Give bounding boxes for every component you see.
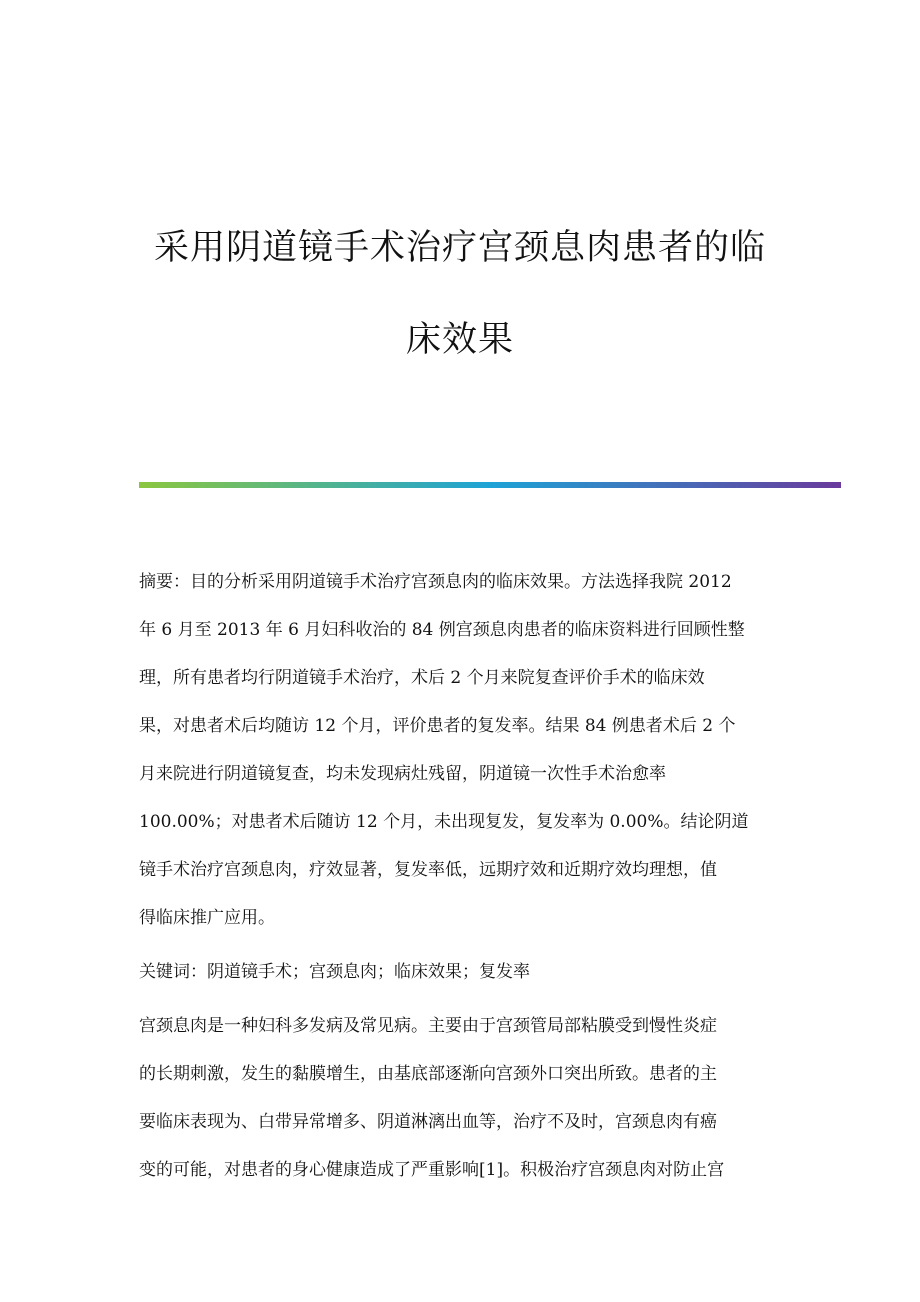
- intro-line: 变的可能，对患者的身心健康造成了严重影响[1]。积极治疗宫颈息肉对防止宫: [139, 1160, 725, 1180]
- abstract-line: 年 6 月至 2013 年 6 月妇科收治的 84 例宫颈息肉患者的临床资料进行回顾性整: [139, 620, 745, 640]
- intro-line: 宫颈息肉是一种妇科多发病及常见病。主要由于宫颈管局部粘膜受到慢性炎症: [139, 1016, 717, 1036]
- abstract-line: 果，对患者术后均随访 12 个月，评价患者的复发率。结果 84 例患者术后 2 个: [139, 716, 736, 736]
- abstract-paragraph: [139, 558, 775, 942]
- document-title-line-2: 床效果: [405, 320, 514, 360]
- document-title-line-1: 采用阴道镜手术治疗宫颈息肉患者的临: [153, 228, 766, 268]
- abstract-line: 理，所有患者均行阴道镜手术治疗，术后 2 个月来院复查评价手术的临床效: [139, 668, 705, 688]
- keywords-line: 关键词：阴道镜手术；宫颈息肉；临床效果；复发率: [139, 962, 530, 982]
- abstract-line: 摘要：目的分析采用阴道镜手术治疗宫颈息肉的临床效果。方法选择我院 2012: [139, 572, 732, 592]
- abstract-line: 100.00%；对患者术后随访 12 个月，未出现复发，复发率为 0.00%。结论阴道: [139, 812, 749, 832]
- intro-line: 的长期刺激，发生的黏膜增生，由基底部逐渐向宫颈外口突出所致。患者的主: [139, 1064, 717, 1084]
- abstract-line: 月来院进行阴道镜复查，均未发现病灶残留，阴道镜一次性手术治愈率: [139, 764, 666, 784]
- abstract-line: 得临床推广应用。: [139, 908, 275, 928]
- abstract-line: 镜手术治疗宫颈息肉，疗效显著，复发率低，远期疗效和近期疗效均理想，值: [139, 860, 717, 880]
- keywords-paragraph: [139, 948, 775, 996]
- gradient-divider: [139, 482, 841, 488]
- introduction-paragraph: [139, 1002, 775, 1194]
- intro-line: 要临床表现为、白带异常增多、阴道淋漓出血等，治疗不及时，宫颈息肉有癌: [139, 1112, 717, 1132]
